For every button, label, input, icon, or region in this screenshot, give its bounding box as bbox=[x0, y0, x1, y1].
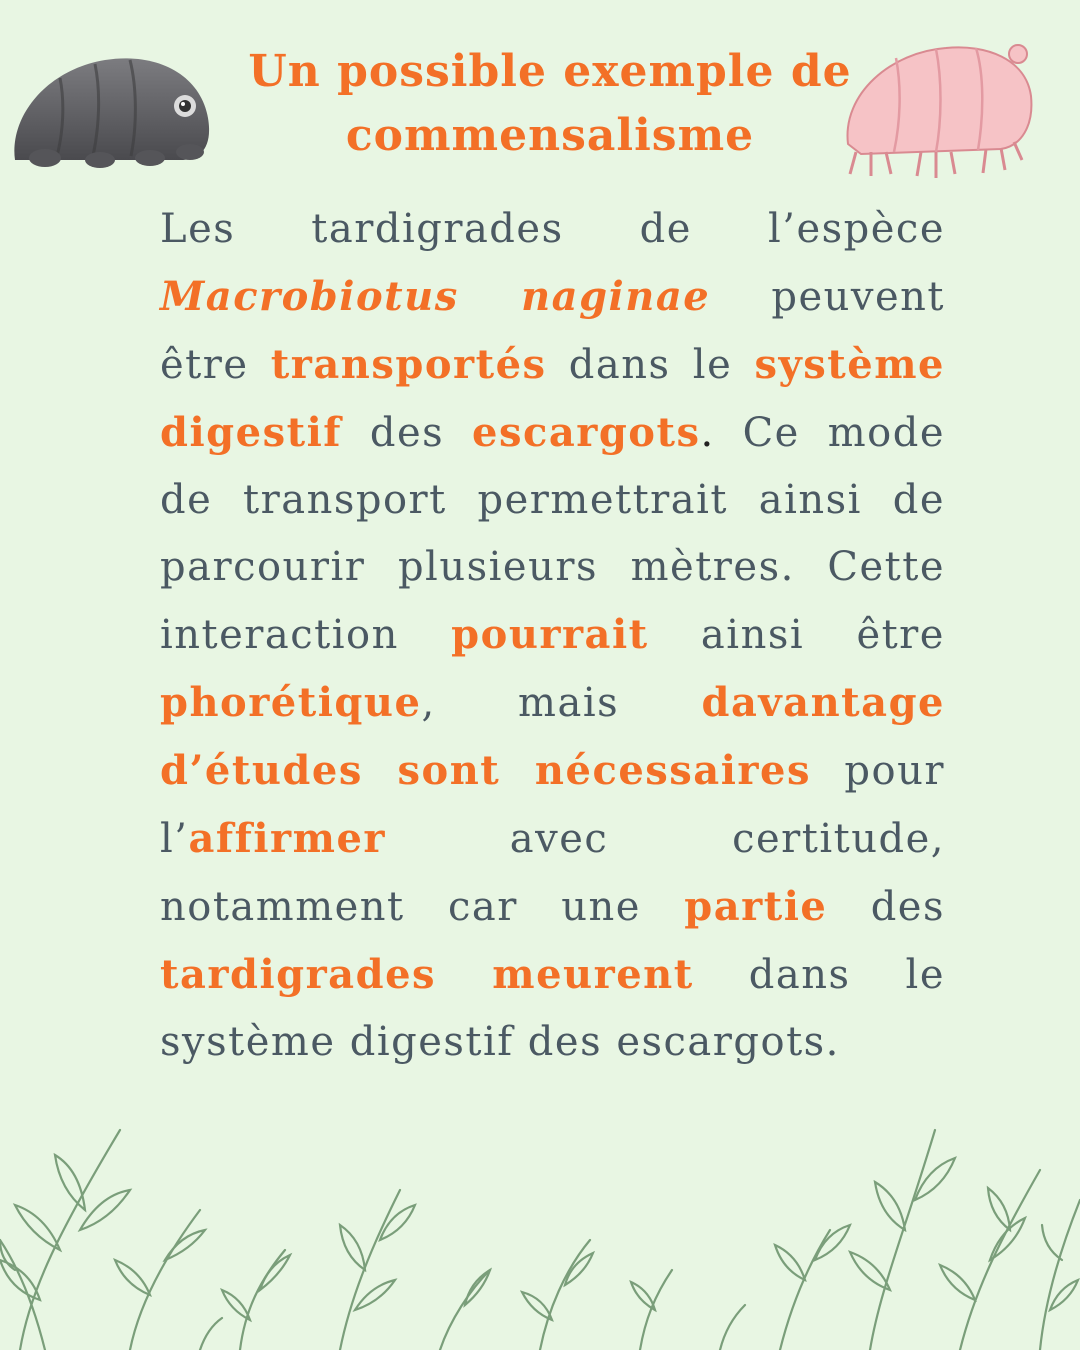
highlight-could: pourrait bbox=[451, 611, 649, 658]
period: . bbox=[700, 410, 715, 456]
text-segment: pour l’ bbox=[160, 748, 945, 862]
text-segment: des bbox=[827, 884, 945, 930]
highlight-digestive-system: système digestif bbox=[160, 341, 945, 456]
plant-foliage-decoration bbox=[0, 1120, 1080, 1350]
text-segment: des bbox=[341, 410, 473, 456]
title-line-1: Un possible exemple de bbox=[248, 46, 852, 97]
text-segment: Les tardigrades de l’espèce bbox=[160, 206, 945, 252]
body-paragraph bbox=[160, 196, 945, 1076]
text-segment: ainsi être bbox=[648, 612, 945, 658]
highlight-part: partie bbox=[684, 883, 828, 930]
highlight-transported: transportés bbox=[270, 341, 547, 388]
highlight-die: tardigrades meurent bbox=[160, 951, 694, 998]
highlight-affirm: affirmer bbox=[188, 815, 386, 862]
highlight-more-studies: davantage d’études sont nécessaires bbox=[160, 679, 945, 794]
text-segment: Ce mode de transport permettrait ainsi de parcourir plusieurs mètres. Cette interaction bbox=[160, 410, 945, 658]
text-segment: avec certitude, notamment car une bbox=[160, 816, 945, 930]
text-segment: dans le système digestif des escargots. bbox=[160, 952, 945, 1065]
text-segment: dans le bbox=[546, 342, 755, 388]
highlight-phoretic: phorétique bbox=[160, 679, 422, 726]
page-title bbox=[230, 40, 870, 168]
text-segment: peuvent être bbox=[160, 274, 945, 388]
highlight-snails: escargots bbox=[472, 409, 701, 456]
text-segment: , mais bbox=[421, 680, 702, 726]
gray-tardigrade-icon bbox=[5, 48, 215, 173]
title-line-2: commensalisme bbox=[345, 110, 755, 161]
highlight-species: Macrobiotus naginae bbox=[160, 273, 711, 320]
